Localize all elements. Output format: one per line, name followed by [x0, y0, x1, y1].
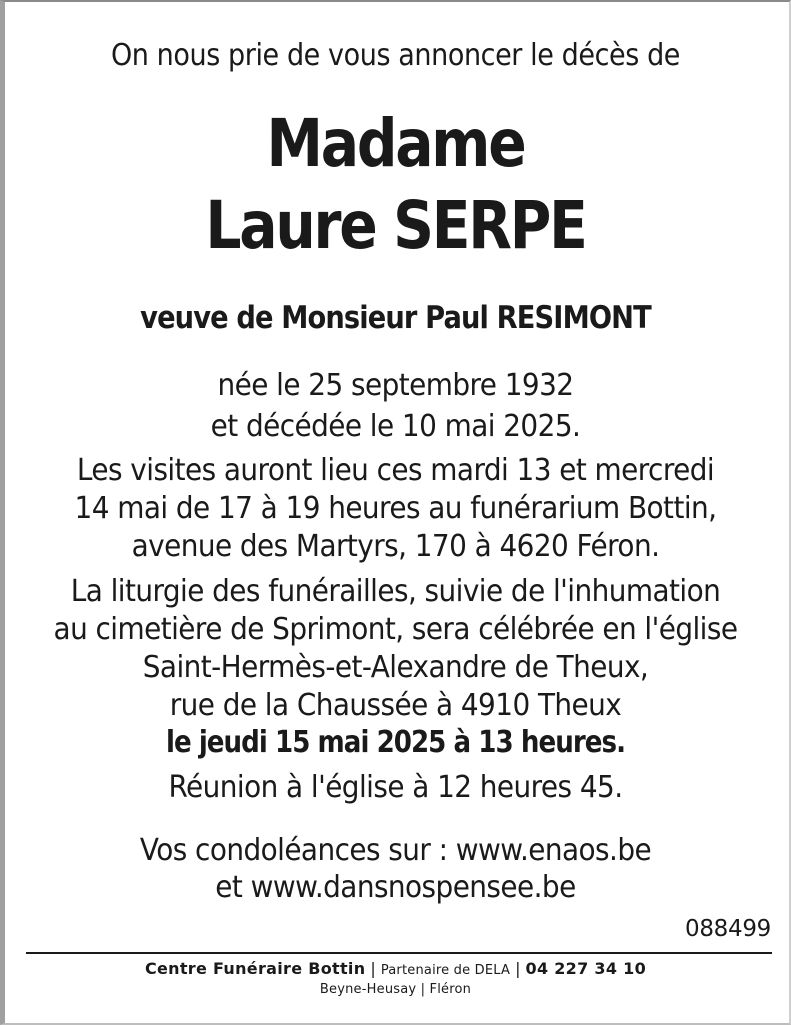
birth-date-line: née le 25 septembre 1932	[217, 368, 574, 403]
intro-text: On nous prie de vous annoncer le décès de	[110, 38, 681, 73]
funeral-date-line: le jeudi 15 mai 2025 à 13 heures.	[165, 725, 626, 760]
reference-number: 088499	[685, 916, 771, 942]
death-date-line: et décédée le 10 mai 2025.	[210, 409, 581, 444]
gathering-line: Réunion à l'église à 12 heures 45.	[168, 770, 623, 805]
company-name: Centre Funéraire Bottin	[144, 959, 366, 978]
deceased-name: Laure SERPE	[205, 187, 586, 264]
liturgy-line-2: au cimetière de Sprimont, sera célébrée en l'église	[53, 612, 738, 647]
liturgy-line-3: Saint-Hermès-et-Alexandre de Theux,	[142, 650, 649, 685]
footer-separator: |	[370, 959, 376, 978]
liturgy-line-1: La liturgie des funérailles, suivie de l'inhumation	[70, 574, 721, 609]
condolences-line-2: et www.dansnospensee.be	[215, 870, 576, 905]
visits-line-3: avenue des Martyrs, 170 à 4620 Féron.	[131, 529, 660, 564]
footer-contact	[0, 959, 791, 978]
footer-separator: |	[515, 959, 521, 978]
liturgy-line-4: rue de la Chaussée à 4910 Theux	[169, 688, 622, 723]
condolences-line-1: Vos condoléances sur : www.enaos.be	[139, 833, 652, 868]
footer-divider	[26, 952, 772, 954]
partner-text: Partenaire de DELA	[380, 963, 511, 978]
deceased-title: Madame	[266, 105, 525, 182]
phone-number: 04 227 34 10	[525, 959, 647, 978]
footer-locations: Beyne-Heusay | Fléron	[319, 982, 472, 997]
widow-of-text: veuve de Monsieur Paul RESIMONT	[140, 300, 651, 336]
visits-line-1: Les visites auront lieu ces mardi 13 et mercredi	[76, 453, 715, 488]
visits-line-2: 14 mai de 17 à 19 heures au funérarium Bottin,	[74, 491, 717, 526]
